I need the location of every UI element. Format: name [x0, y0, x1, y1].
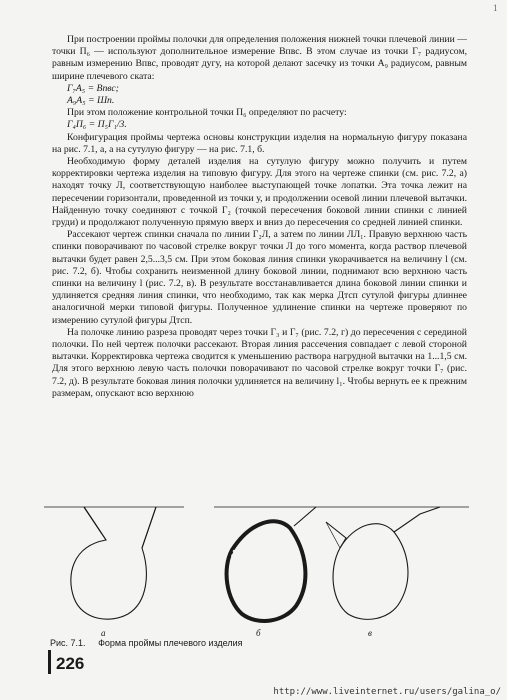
figure-label-c: в: [368, 628, 372, 638]
page-number-bar: [48, 650, 51, 674]
page-number: 226: [56, 654, 85, 673]
figure-label-a: а: [101, 628, 106, 638]
paragraph: Рассекают чертеж спинки сначала по линии Г₂Л, а затем по линии ЛЛ₁. Правую верхнюю часть спинки поворачивают по часовой стрелке вокруг точки Л до того момента, когда раствор плечевой вытачки будет равен 2,5...3,5 см. При этом боковая линия спинки укорачивается на величину l (см. рис. 7.2, б). Чтобы сохранить неизменной длину боковой линии, поднимают всю верхнюю часть спинки на величину l (рис. 7.2, в). В результате восстанавливается длина боковой линии спинки и удлиняется средняя линия спинки, что необходимо, так как мерка Дтсп сутулой фигуры длиннее аналогичной мерки типовой фигуры. Полученное удлинение спинки на чертеже проверяют по измерению сутулой фигуры Дтсп.: [52, 229, 467, 326]
armhole-figures: [44, 506, 469, 626]
paragraph: При построении проймы полочки для определения положения нижней точки плечевой линии — точки П₆ — используют дополнительное измерение Впвс. В этом случае из точки Г₇ радиусом, равным измерению Впвс, проводят дугу, на которой делают засечку из точки А₉ радиусом, равным ширине плечевого ската:: [52, 34, 467, 82]
source-url: http://www.liveinternet.ru/users/galina_o/: [273, 687, 501, 697]
paragraph: Конфигурация проймы чертежа основы конструкции изделия на нормальную фигуру показана на рис. 7.1, а, а на сутулую фигуру — на рис. 7.1, б.: [52, 131, 467, 155]
figure-b: [214, 507, 344, 621]
formula: Г₄П₆ = П₅Г₁/3.: [67, 119, 127, 131]
formula: А₉А₅ = Шп.: [67, 95, 115, 107]
paragraph: Необходимую форму деталей изделия на сутулую фигуру можно получить и путем корректировки чертежа изделия на типовую фигуру. Для этого на чертеже спинки (см. рис. 7.2, а) находят точку Л, соответствующую наиболее выступающей точке лопатки. Эта точка лежит на пересечении горизонтали, проведенной из точки у, и продолжении осевой линии плечевой вытачки. Найденную точку соединяют с точкой Г₂ (точкой пересечения боковой линии спинки с линией груди) и продолжают полученную прямую вверх и вниз до пересечения со средней линией спинки.: [52, 156, 467, 229]
paragraph: При этом положение контрольной точки П₆ определяют по расчету:: [67, 107, 347, 119]
figure-a: [44, 507, 184, 619]
body-text: [52, 34, 467, 400]
figure-label-b: б: [256, 628, 261, 638]
caption-number: Рис. 7.1.: [50, 638, 86, 648]
formula: Г₇А₅ = Впвс;: [67, 82, 119, 94]
paragraph: На полочке линию разреза проводят через точки Г₃ и Г₇ (рис. 7.2, г) до пересечения с серединой полочки. По ней чертеж полочки рассекают. Вторая линия рассечения совпадает с левой стороной вытачки. Корректировка чертежа сводится к уменьшению раствора нагрудной вытачки на 1...1,5 см. Для этого верхнюю левую часть полочки поворачивают по часовой стрелке вокруг точки Г₇ (рис. 7.2, д). В результате боковая линия полочки удлиняется на величину l₁. Чтобы вернуть ее к прежним размерам, опускают всю верхнюю: [52, 326, 467, 399]
figure-c: [326, 507, 469, 619]
corner-mark: 1: [493, 3, 498, 13]
figure-caption: [50, 638, 243, 648]
caption-text: Форма проймы плечевого изделия: [98, 638, 243, 648]
